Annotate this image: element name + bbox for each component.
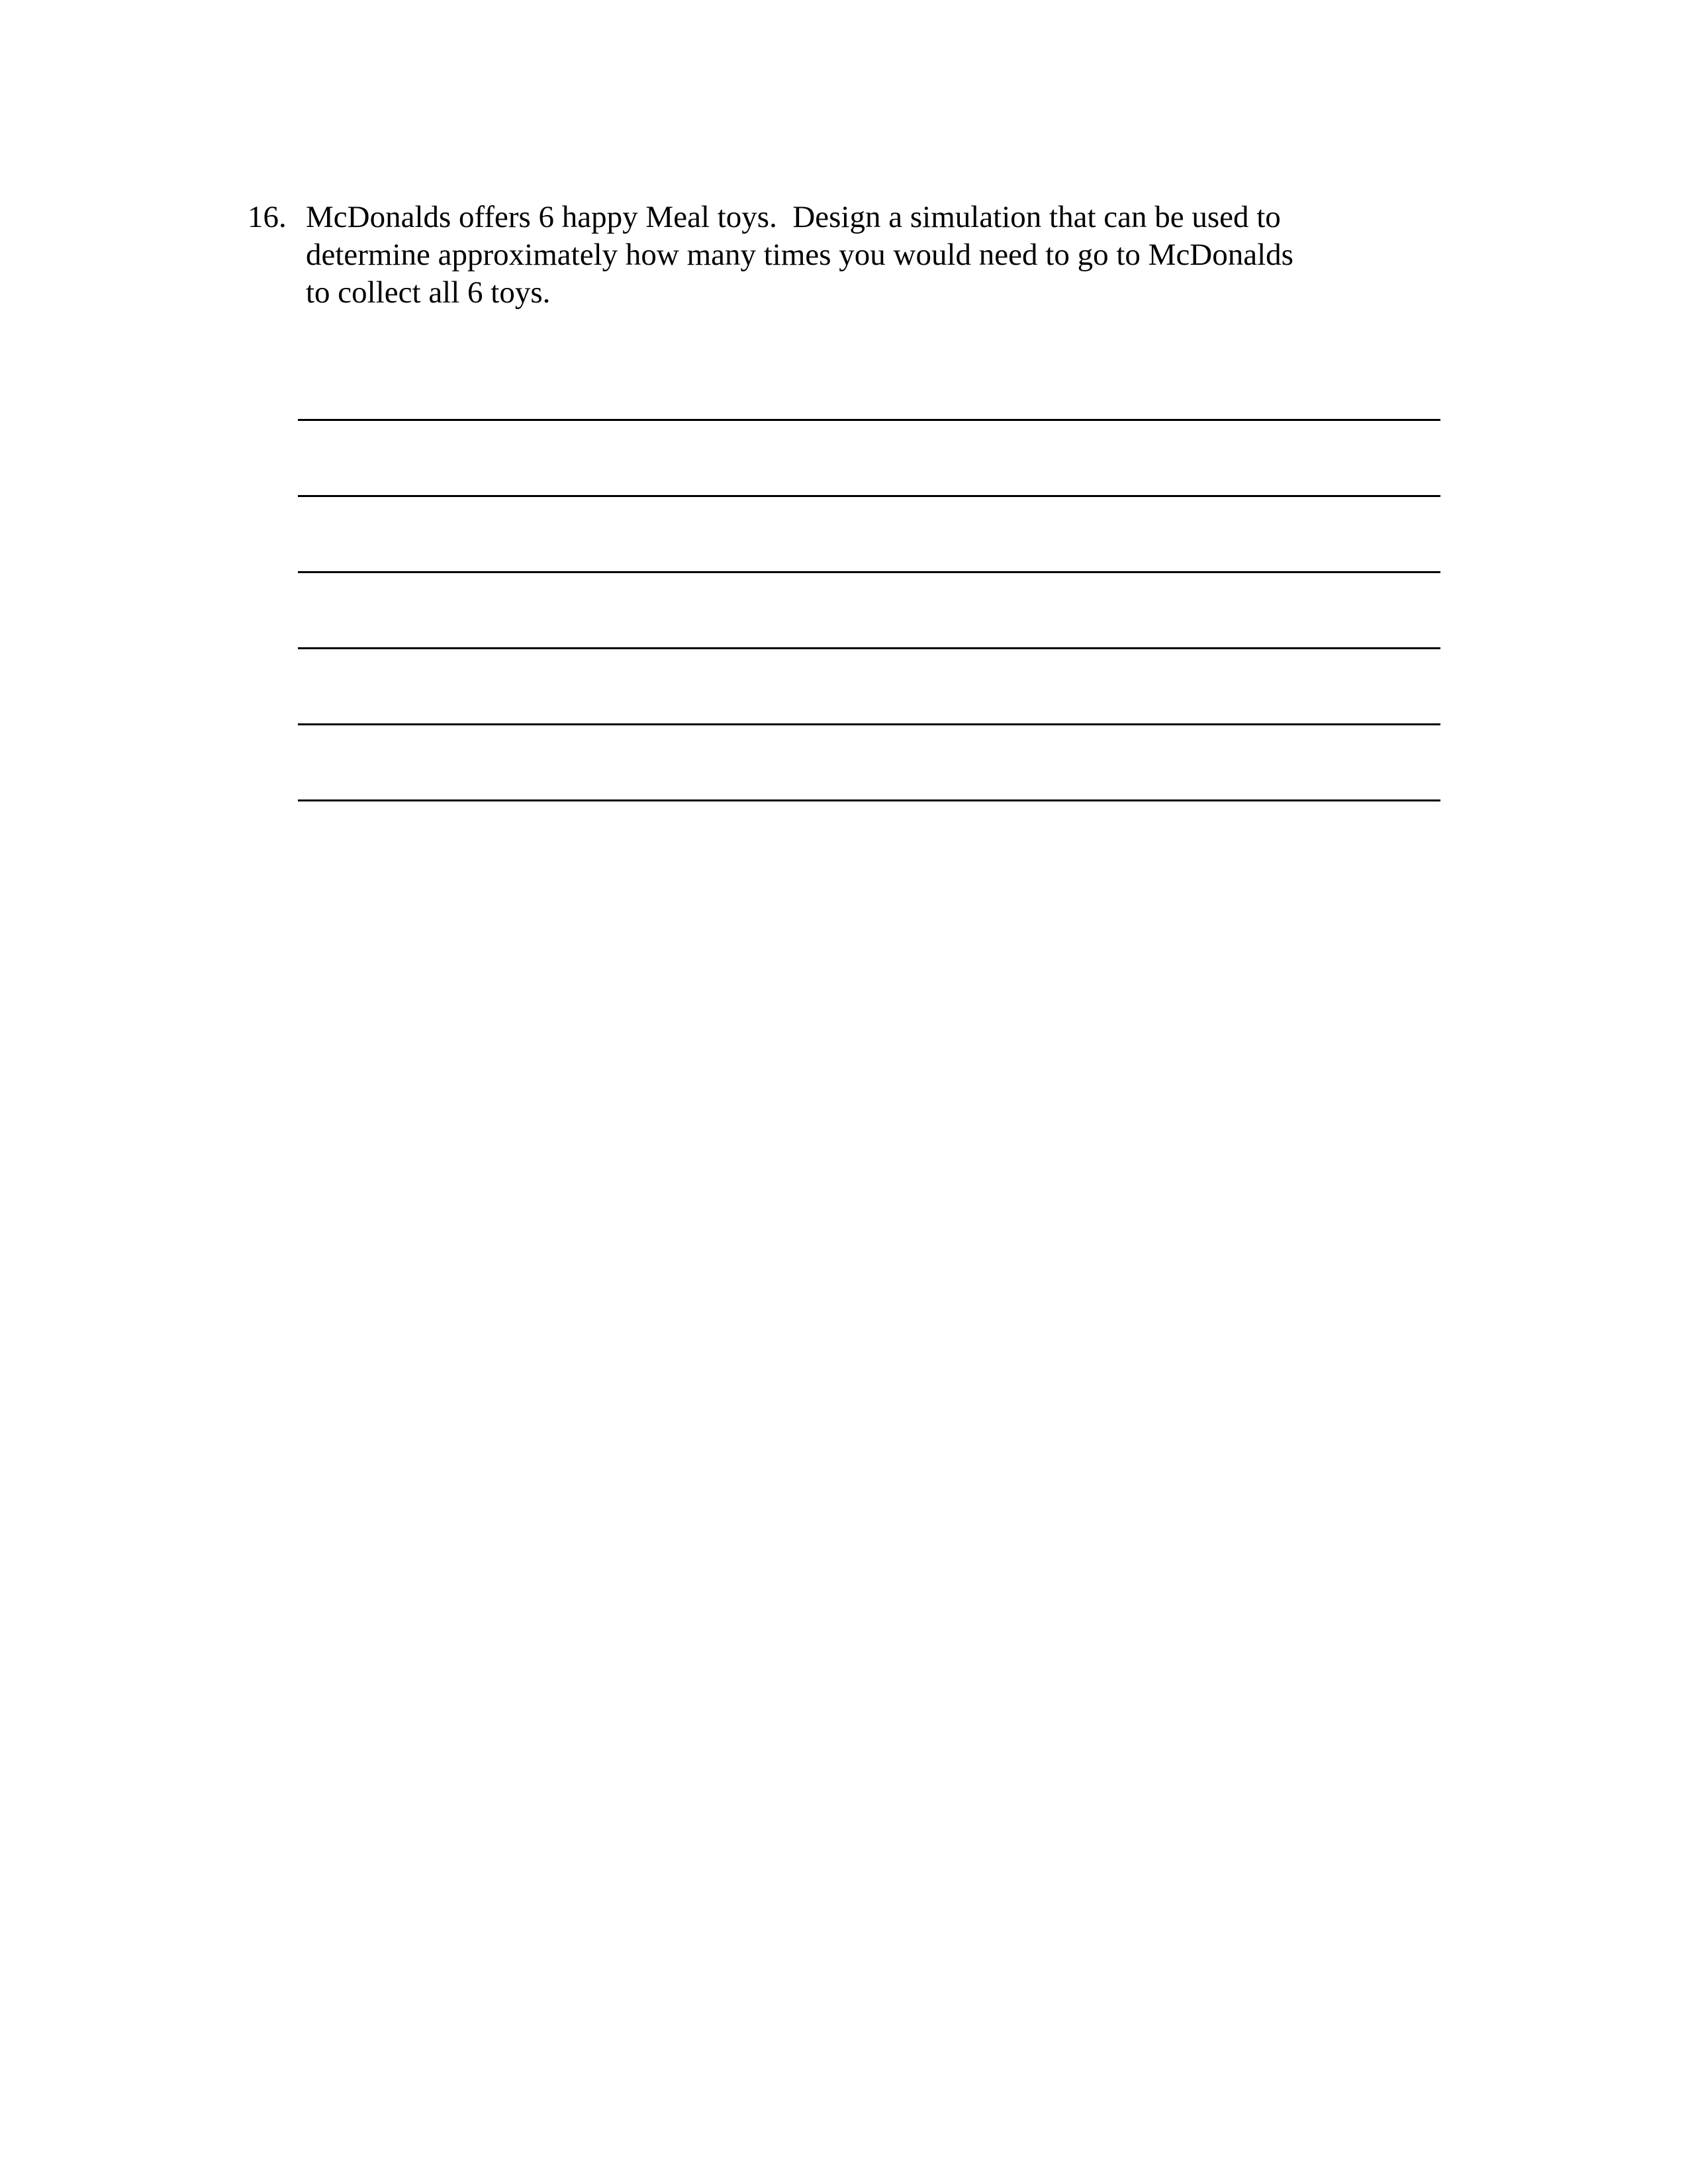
answer-line-2[interactable] [298, 495, 1440, 497]
answer-line-6[interactable] [298, 799, 1440, 801]
question-text-line: to collect all 6 toys. [306, 275, 551, 310]
answer-line-1[interactable] [298, 419, 1440, 421]
answer-line-5[interactable] [298, 723, 1440, 725]
question-text-line: McDonalds offers 6 happy Meal toys. Design a simulation that can be used to [306, 200, 1281, 234]
answer-line-4[interactable] [298, 647, 1440, 649]
question-number: 16. [248, 200, 287, 234]
question-text [306, 199, 1386, 312]
question-text-line: determine approximately how many times you would need to go to McDonalds [306, 238, 1293, 272]
answer-line-3[interactable] [298, 571, 1440, 573]
